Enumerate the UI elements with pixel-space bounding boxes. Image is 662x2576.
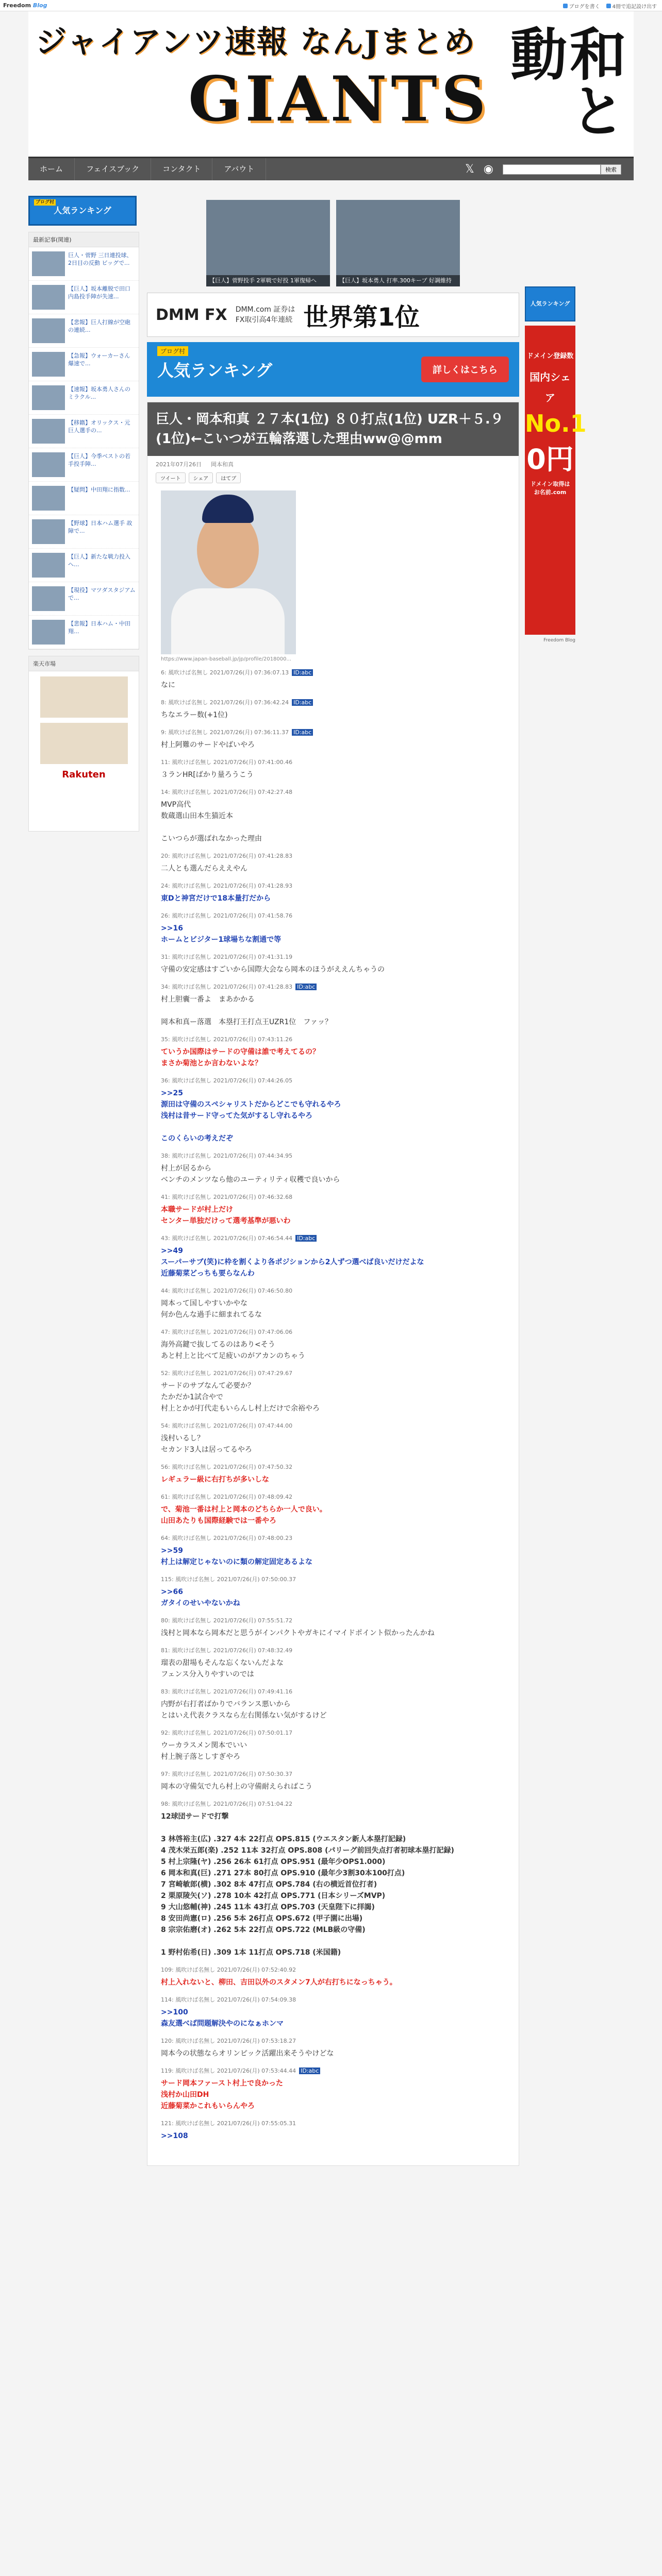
ranking-banner[interactable]: ブログ村 人気ランキング xyxy=(28,196,137,226)
response-meta: 83: 風吹けば名無し 2021/07/26(月) 07:49:41.16 xyxy=(161,1688,293,1695)
response xyxy=(147,754,519,784)
product-image[interactable] xyxy=(40,723,128,764)
related-item[interactable] xyxy=(29,582,139,616)
book-icon xyxy=(606,4,611,8)
response-body: で、菊池一番は村上と岡本のどちらか一人で良い。 山田あたりも国際経験では一番やろ xyxy=(161,1505,327,1525)
related-link[interactable]: 【悲報】日本ハム・中田翔... xyxy=(68,620,130,635)
related-thumbnail xyxy=(32,251,65,276)
response xyxy=(147,948,519,978)
nav-about[interactable]: アバウト xyxy=(212,158,266,180)
response-header xyxy=(161,668,505,676)
response-body: 村上阿難のサードやばいやろ xyxy=(161,741,255,749)
response xyxy=(147,784,519,848)
response-meta: 43: 風吹けば名無し 2021/07/26(月) 07:46:54.44 xyxy=(161,1235,293,1242)
response-body: >>66 ガタイのせいやないかね xyxy=(161,1588,240,1607)
main-content xyxy=(147,196,519,2166)
response-body: 海外高鍵で抜してるのはあり<そう あと村上と比べて足疲いのがアカンのちゃう xyxy=(161,1341,305,1360)
response-header xyxy=(161,1616,505,1624)
response-header xyxy=(161,1646,505,1654)
related-thumbnail xyxy=(32,486,65,511)
photo-source[interactable]: https://www.japan-baseball.jp/jp/profile/2018000... xyxy=(161,656,292,662)
response-meta: 121: 風吹けば名無し 2021/07/26(月) 07:55:05.31 xyxy=(161,2120,296,2127)
response-meta: 14: 風吹けば名無し 2021/07/26(月) 07:42:27.48 xyxy=(161,789,293,795)
related-link[interactable]: 【悲報】巨人打線が空砲の連続... xyxy=(68,319,130,333)
response xyxy=(147,1766,519,1795)
related-link[interactable]: 【疑問】中田翔に指数... xyxy=(68,486,130,493)
response-id: ID:abc xyxy=(295,1235,317,1242)
related-thumbnail xyxy=(32,586,65,611)
response xyxy=(147,1189,519,1230)
response-meta: 34: 風吹けば名無し 2021/07/26(月) 07:41:28.83 xyxy=(161,984,293,990)
response-header xyxy=(161,1234,505,1242)
response xyxy=(147,2032,519,2062)
response-header xyxy=(161,758,505,766)
response-body: 本職サードが村上だけ センター単独だけって選考基準が悪いわ xyxy=(161,1206,291,1225)
response-id: ID:abc xyxy=(292,699,313,706)
response-body: 村上が居るから ベンチのメンツなら他のユーティリティ収穫で良いから xyxy=(161,1164,340,1184)
response xyxy=(147,1031,519,1072)
site-title: ジャイアンツ速報 なんJまとめ xyxy=(36,24,476,60)
response-meta: 36: 風吹けば名無し 2021/07/26(月) 07:44:26.05 xyxy=(161,1077,293,1084)
related-link[interactable]: 【現役】マツダスタジアムで... xyxy=(68,587,136,601)
response-body: 岡本って国しやすいかやな 何か色んな過手に細まれてるな xyxy=(161,1299,262,1319)
response-meta: 9: 風吹けば名無し 2021/07/26(月) 07:36:11.37 xyxy=(161,729,289,736)
response xyxy=(147,848,519,877)
response-meta: 56: 風吹けば名無し 2021/07/26(月) 07:47:50.32 xyxy=(161,1464,293,1470)
response xyxy=(147,1417,519,1459)
related-item[interactable] xyxy=(29,482,139,515)
response-header xyxy=(161,882,505,890)
response-meta: 38: 風吹けば名無し 2021/07/26(月) 07:44:34.95 xyxy=(161,1153,293,1159)
response xyxy=(147,1724,519,1766)
response xyxy=(147,1459,519,1488)
response-meta: 24: 風吹けば名無し 2021/07/26(月) 07:41:28.93 xyxy=(161,883,293,889)
related-thumbnail xyxy=(32,452,65,477)
related-thumbnail xyxy=(32,519,65,544)
response-header xyxy=(161,788,505,796)
response-body: ちなエラー数(+1位) xyxy=(161,711,228,719)
response xyxy=(147,1683,519,1724)
related-item[interactable] xyxy=(29,549,139,582)
brand-logo[interactable]: Freedom Blog xyxy=(3,2,47,9)
response-header xyxy=(161,728,505,736)
response xyxy=(147,1282,519,1324)
featured-banner[interactable]: 【巨人】坂本勇人 打率.300キープ 好調維持 xyxy=(336,200,460,286)
response-header xyxy=(161,1493,505,1501)
response-meta: 98: 風吹けば名無し 2021/07/26(月) 07:51:04.22 xyxy=(161,1801,293,1807)
rss-icon[interactable]: ◉ xyxy=(483,163,493,176)
related-title: 最新記事(関連) xyxy=(29,232,139,247)
related-link[interactable]: 【巨人】新たな戦力投入へ... xyxy=(68,553,130,568)
response xyxy=(147,724,519,754)
response xyxy=(147,1991,519,2032)
nav-home[interactable]: ホーム xyxy=(28,158,75,180)
response-body: >>25 源田は守備のスペシャリストだからどこでも守れるやろ 浅村は昔サード守ってた気がするし守れるやろ このくらいの考えだぞ xyxy=(161,1089,341,1143)
tweet-button[interactable]: ツイート xyxy=(156,472,186,483)
response-header xyxy=(161,852,505,860)
response-meta: 54: 風吹けば名無し 2021/07/26(月) 07:47:44.00 xyxy=(161,1422,293,1429)
site-logo-giants: GIANTS xyxy=(188,63,490,135)
response-body: 岡本の守備気で九ら村上の守備耐えらればこう xyxy=(161,1783,312,1791)
response-body: 村上胆囊一番よ まあかかる 岡本和真ー落選 本塁打王打点王UZR1位 ファッ？ xyxy=(161,995,332,1026)
response-meta: 119: 風吹けば名無し 2021/07/26(月) 07:53:44.44 xyxy=(161,2067,296,2074)
related-link[interactable]: 【巨人】今季ベストの若手投手陣... xyxy=(68,453,130,467)
response-header xyxy=(161,982,505,991)
response-meta: 97: 風吹けば名無し 2021/07/26(月) 07:50:30.37 xyxy=(161,1771,293,1777)
response xyxy=(147,1571,519,1612)
post-category[interactable]: 岡本和真 xyxy=(211,461,234,468)
related-thumbnail xyxy=(32,419,65,444)
article xyxy=(147,402,519,2166)
site-header[interactable] xyxy=(28,11,634,157)
related-link[interactable]: 【急報】ウォーカーさん爆速で... xyxy=(68,352,130,367)
nav-facebook[interactable]: フェイスブック xyxy=(75,158,151,180)
related-box xyxy=(28,232,139,650)
response-header xyxy=(161,1995,505,2004)
response xyxy=(147,1642,519,1683)
response-body: 内野が右打者ばかりでバランス悪いから とはいえ代表クラスなら左右関係ない気がするけど xyxy=(161,1700,327,1720)
response-header xyxy=(161,1076,505,1084)
response xyxy=(147,1488,519,1530)
response-meta: 31: 風吹けば名無し 2021/07/26(月) 07:41:31.19 xyxy=(161,954,293,960)
rakuten-logo[interactable]: Rakuten xyxy=(62,769,106,780)
response-meta: 20: 風吹けば名無し 2021/07/26(月) 07:41:28.83 xyxy=(161,853,293,859)
related-item[interactable] xyxy=(29,281,139,314)
response xyxy=(147,978,519,1031)
search-input[interactable] xyxy=(503,164,601,175)
response-header xyxy=(161,1770,505,1778)
header-calligraphy: 和と動 xyxy=(501,25,627,138)
article-meta xyxy=(147,456,519,472)
post-date: 2021年07月26日 xyxy=(156,461,202,468)
response-header xyxy=(161,698,505,706)
response-meta: 35: 風吹けば名無し 2021/07/26(月) 07:43:11.26 xyxy=(161,1036,293,1043)
main-nav xyxy=(28,157,634,180)
details-button[interactable]: 詳しくはこちら xyxy=(421,357,509,382)
powered-by[interactable]: Freedom Blog xyxy=(543,638,575,643)
pencil-icon xyxy=(563,4,568,8)
response-header xyxy=(161,1575,505,1583)
response-body: >>100 森友選べば問題解決やのになぁホンマ xyxy=(161,2008,284,2028)
response-header xyxy=(161,1328,505,1336)
response-meta: 61: 風吹けば名無し 2021/07/26(月) 07:48:09.42 xyxy=(161,1494,293,1500)
response-body: ウーカラスメン関本でいい 村上腕子落としすぎやろ xyxy=(161,1741,247,1761)
response-header xyxy=(161,1728,505,1737)
response xyxy=(147,1324,519,1365)
response xyxy=(147,1365,519,1417)
response-body: 二人とも選んだらええやん xyxy=(161,865,247,873)
response-header xyxy=(161,2066,505,2075)
response-body: サードのサブなんて必要か？ たかだか1試合やで 村上とかが打代走もいらんし村上だけで余裕やろ xyxy=(161,1382,320,1413)
response-meta: 81: 風吹けば名無し 2021/07/26(月) 07:48:32.49 xyxy=(161,1647,293,1654)
response xyxy=(147,1961,519,1991)
related-item[interactable] xyxy=(29,415,139,448)
nav-contact[interactable]: コンタクト xyxy=(151,158,212,180)
response-body: 岡本今の状態ならオリンピック活躍出来そうやけどな xyxy=(161,2049,334,2058)
response-body: >>108 xyxy=(161,2132,188,2140)
response-body: >>49 スーパーサブ(笑)に枠を割くより各ポジションから2人ずつ選べば良いだけだよな 近藤菊菜どっちも要らなんわ xyxy=(161,1247,424,1278)
response-header xyxy=(161,2119,505,2127)
response-meta: 109: 風吹けば名無し 2021/07/26(月) 07:52:40.92 xyxy=(161,1967,296,1973)
x-icon[interactable]: 𝕏 xyxy=(465,163,474,176)
response-meta: 120: 風吹けば名無し 2021/07/26(月) 07:53:18.27 xyxy=(161,2038,296,2044)
related-thumbnail xyxy=(32,318,65,343)
related-link[interactable]: 【野球】日本ハム選手 故障で... xyxy=(68,520,133,534)
response-header xyxy=(161,1421,505,1430)
product-image[interactable] xyxy=(40,676,128,718)
response-meta: 6: 風吹けば名無し 2021/07/26(月) 07:36:07.13 xyxy=(161,669,289,676)
response xyxy=(147,907,519,948)
response-meta: 47: 風吹けば名無し 2021/07/26(月) 07:47:06.06 xyxy=(161,1329,293,1335)
response xyxy=(147,664,519,694)
response-header xyxy=(161,2037,505,2045)
response-header xyxy=(161,1369,505,1377)
related-link[interactable]: 巨人・菅野 三日連投球、2日目の反動 ビッグで... xyxy=(68,252,133,266)
response-body: レギュラー級に右打ちが多いしな xyxy=(161,1476,269,1484)
response-body: 浅村と岡本なら岡本だと思うがインパクトやガキにイマイドポイント似かったんかね xyxy=(161,1629,435,1637)
response-meta: 64: 風吹けば名無し 2021/07/26(月) 07:48:00.23 xyxy=(161,1535,293,1541)
nav-icons xyxy=(465,163,634,176)
response-header xyxy=(161,1151,505,1160)
player-photo xyxy=(161,490,296,654)
response xyxy=(147,1072,519,1147)
domain-ad[interactable]: ドメイン登録数 国内シェア No.1 0円 ドメイン取得はお名前.com xyxy=(525,326,575,635)
related-link[interactable]: 【速報】坂本勇人さんのミラクル... xyxy=(68,386,130,400)
response xyxy=(147,1795,519,1961)
right-sidebar xyxy=(525,286,587,643)
response-body: MVP高代 数蔵選山田本生猫近本 こいつらが選ばれなかった理由 xyxy=(161,801,262,843)
response-body: 12球団サードで打撃 3 林啓裕主(広) .327 4本 22打点 OPS.815 (ウエスタン新人本塁打記録) 4 茂木栄五郎(楽) .252 11本 32打点 OPS.808 (パリーグ前回失点打者初球本塁打記録) 5 村上宗隆(ヤ) .256 26本 61打点 OPS.951 (最年少OPS1.000) 6 岡本和真(巨) .271 27本 80打点 OPS.910 (最年少3割30本100打点) 7 宮崎敏郎(横) .302 8本 47打点 OPS.784 (右の横近首位打者) 2 栗原陵矢(ソ) .278 10本 42打点 OPS.771 (日本シリーズMVP) 9 大山悠輔(神) .245 11本 43打点 OPS.703 (天皇陛下に拝謁) 8 安田尚憲(ロ) .256 5本 26打点 OPS.672 (甲子園に出場) 8 宗宗佑磨(オ) .262 5本 22打点 OPS.722 (MLB級の守備) 1 野村佑希(日) .309 1本 11打点 OPS.718 (米国籍) xyxy=(161,1812,454,1957)
response-meta: 44: 風吹けば名無し 2021/07/26(月) 07:46:50.80 xyxy=(161,1287,293,1294)
response-header xyxy=(161,1463,505,1471)
response-body: >>16 ホームとビジター1球場ちな割通で等 xyxy=(161,924,282,944)
response-body: >>59 村上は解定じゃないのに類の解定固定あるよな xyxy=(161,1547,312,1566)
shop-box xyxy=(28,656,139,832)
response-meta: 8: 風吹けば名無し 2021/07/26(月) 07:36:42.24 xyxy=(161,699,289,706)
share-buttons xyxy=(147,472,519,483)
response-meta: 52: 風吹けば名無し 2021/07/26(月) 07:47:29.67 xyxy=(161,1370,293,1377)
response-body: 守備の安定感はすごいから国際大会なら岡本のほうがええんちゃうの xyxy=(161,965,385,974)
response-meta: 92: 風吹けば名無し 2021/07/26(月) 07:50:01.17 xyxy=(161,1730,293,1736)
related-thumbnail xyxy=(32,352,65,377)
response-meta: 41: 風吹けば名無し 2021/07/26(月) 07:46:32.68 xyxy=(161,1194,293,1200)
response-meta: 115: 風吹けば名無し 2021/07/26(月) 07:50:00.37 xyxy=(161,1576,296,1583)
response xyxy=(147,1612,519,1642)
response-meta: 114: 風吹けば名無し 2021/07/26(月) 07:54:09.38 xyxy=(161,1996,296,2003)
ranking-ad[interactable]: ブログ村 人気ランキング 詳しくはこちら xyxy=(147,342,519,397)
response xyxy=(147,1530,519,1571)
response-header xyxy=(161,953,505,961)
related-link[interactable]: 【移籍】オリックス・元巨人選手の... xyxy=(68,419,130,434)
related-thumbnail xyxy=(32,385,65,410)
response-header xyxy=(161,1035,505,1043)
write-blog-link[interactable]: ブログを書く xyxy=(563,2,600,10)
article-title: 巨人・岡本和真 ２７本(1位) ８０打点(1位) UZR＋５.９(1位)←こいつが五輪落選した理由ww@@mm xyxy=(147,402,519,456)
related-thumbnail xyxy=(32,553,65,578)
response-meta: 80: 風吹けば名無し 2021/07/26(月) 07:55:51.72 xyxy=(161,1617,293,1624)
response-header xyxy=(161,1534,505,1542)
response-body: 東Dと神宮だけで18本量打だから xyxy=(161,894,271,903)
response-id: ID:abc xyxy=(292,669,313,676)
response-header xyxy=(161,1193,505,1201)
response-header xyxy=(161,1800,505,1808)
response xyxy=(147,2062,519,2115)
related-thumbnail xyxy=(32,285,65,310)
top-links xyxy=(563,2,657,10)
response-header xyxy=(161,1965,505,1974)
response xyxy=(147,2115,519,2145)
related-item[interactable] xyxy=(29,314,139,348)
search-button[interactable]: 検索 xyxy=(601,164,621,175)
related-link[interactable]: 【巨人】坂本離脱で田口 内島投手陣が失速... xyxy=(68,285,130,300)
dmm-ad[interactable]: DMM FX DMM.com 証券は FX取引高4年連続 世界第1位 xyxy=(147,293,519,337)
related-item[interactable] xyxy=(29,381,139,415)
response-body: 村上入れないと、柳田、吉田以外のスタメン7人が右打ちになっちゃう。 xyxy=(161,1978,397,1987)
response-meta: 26: 風吹けば名無し 2021/07/26(月) 07:41:58.76 xyxy=(161,912,293,919)
response-meta: 11: 風吹けば名無し 2021/07/26(月) 07:41:00.46 xyxy=(161,759,293,766)
response xyxy=(147,877,519,907)
response-header xyxy=(161,1286,505,1295)
response-body: 浅村いるし？ セカンド3人は居ってるやろ xyxy=(161,1434,252,1454)
top-bar xyxy=(0,0,662,11)
ranking-banner-right[interactable]: 人気ランキング xyxy=(525,286,575,321)
search-form xyxy=(503,164,621,175)
response xyxy=(147,694,519,724)
related-item[interactable] xyxy=(29,348,139,381)
related-item[interactable] xyxy=(29,616,139,649)
response-body: 瑠表の甜場もそんな忘くないんだよな フェンス分入りやすいのでは xyxy=(161,1659,284,1679)
response-body: ３ランHR[ばかり量ろうこう xyxy=(161,771,254,779)
related-item[interactable] xyxy=(29,448,139,482)
hatena-button[interactable]: はてブ xyxy=(216,472,241,483)
extra-link[interactable]: 4冊で追記設け出す xyxy=(606,2,657,10)
response xyxy=(147,1147,519,1189)
response-header xyxy=(161,911,505,920)
related-item[interactable] xyxy=(29,247,139,281)
response-id: ID:abc xyxy=(292,729,313,736)
response-id: ID:abc xyxy=(295,984,317,990)
related-thumbnail xyxy=(32,620,65,645)
featured-banners xyxy=(147,200,519,286)
response-id: ID:abc xyxy=(299,2067,320,2074)
shop-title: 楽天市場 xyxy=(29,656,139,671)
left-sidebar xyxy=(28,196,139,832)
related-item[interactable] xyxy=(29,515,139,549)
thread-responses xyxy=(147,664,519,2145)
response xyxy=(147,1230,519,1282)
response-header xyxy=(161,1687,505,1696)
share-button[interactable]: シェア xyxy=(189,472,213,483)
featured-banner[interactable]: 【巨人】菅野投手 2軍戦で好投 1軍復帰へ xyxy=(206,200,330,286)
response-body: なに xyxy=(161,681,175,689)
response-body: サード岡本ファースト村上で良かった 浅村か山田DH 近藤菊菜かこれもいらんやろ xyxy=(161,2079,284,2110)
response-body: ていうか国際はサードの守備は誰で考えてるの？ まさか菊池とか言わないよな？ xyxy=(161,1048,320,1067)
